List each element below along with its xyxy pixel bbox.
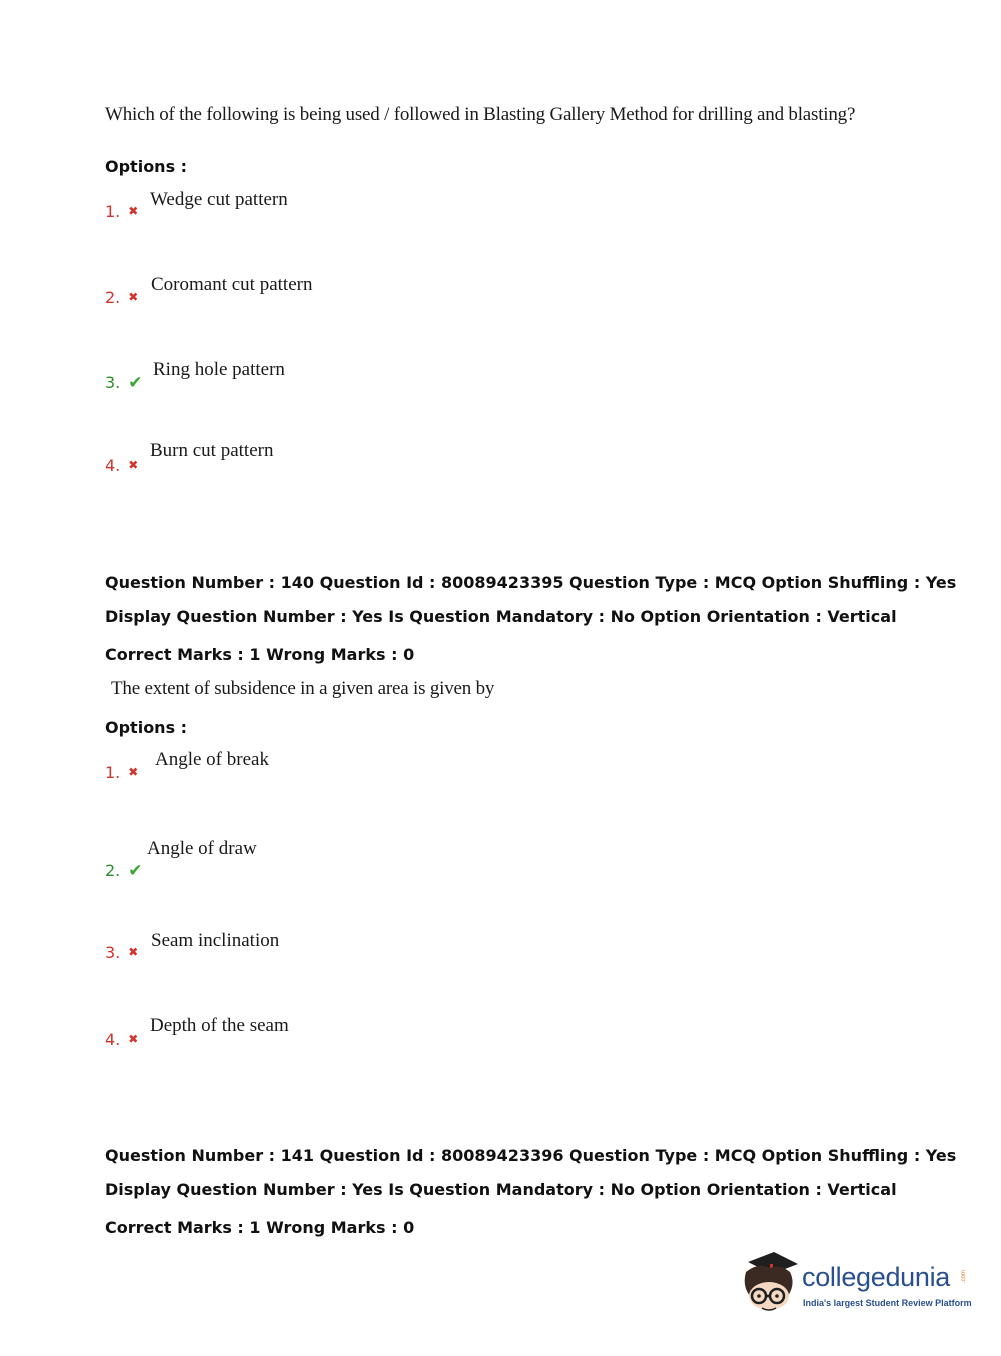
option-number: 3. ✖ (105, 943, 139, 962)
mascot-icon (740, 1250, 800, 1318)
check-icon: ✔ (128, 373, 143, 393)
option-number: 2. ✖ (105, 288, 139, 307)
option-text: Wedge cut pattern (150, 189, 288, 210)
option-number: 3. ✔ (105, 373, 143, 393)
cross-icon: ✖ (128, 1032, 139, 1046)
question-meta: Question Number : 141 Question Id : 80089423396 Question Type : MCQ Option Shuffling : Yes (105, 1146, 957, 1165)
option-number: 4. ✖ (105, 456, 139, 475)
cross-icon: ✖ (128, 204, 139, 218)
cross-icon: ✖ (128, 290, 139, 304)
option-text: Angle of break (155, 749, 269, 770)
option-number: 2. ✔ (105, 861, 143, 881)
question-text: Which of the following is being used / followed in Blasting Gallery Method for drilling and blasting? (105, 104, 856, 125)
marks-meta: Correct Marks : 1 Wrong Marks : 0 (105, 1218, 415, 1237)
question-meta: Question Number : 140 Question Id : 80089423395 Question Type : MCQ Option Shuffling : Yes (105, 573, 957, 592)
check-icon: ✔ (128, 861, 143, 881)
logo-suffix: .com (961, 1270, 967, 1284)
question-meta: Display Question Number : Yes Is Question Mandatory : No Option Orientation : Vertical (105, 1180, 897, 1199)
cross-icon: ✖ (128, 458, 139, 472)
option-text: Depth of the seam (150, 1015, 289, 1036)
option-number: 4. ✖ (105, 1030, 139, 1049)
option-text: Burn cut pattern (150, 440, 274, 461)
option-text: Ring hole pattern (153, 359, 285, 380)
cross-icon: ✖ (128, 945, 139, 959)
cross-icon: ✖ (128, 765, 139, 779)
marks-meta: Correct Marks : 1 Wrong Marks : 0 (105, 645, 415, 664)
option-text: Coromant cut pattern (151, 274, 313, 295)
question-meta: Display Question Number : Yes Is Question Mandatory : No Option Orientation : Vertical (105, 607, 897, 626)
logo-tagline: India's largest Student Review Platform (803, 1298, 972, 1308)
option-text: Seam inclination (151, 930, 280, 951)
options-label: Options : (105, 157, 188, 176)
option-text: Angle of draw (147, 838, 257, 859)
options-label: Options : (105, 718, 188, 737)
logo-wordmark: collegedunia (802, 1262, 951, 1292)
question-text: The extent of subsidence in a given area is given by (111, 678, 495, 699)
collegedunia-logo (740, 1250, 972, 1320)
option-number: 1. ✖ (105, 202, 139, 221)
option-number: 1. ✖ (105, 763, 139, 782)
